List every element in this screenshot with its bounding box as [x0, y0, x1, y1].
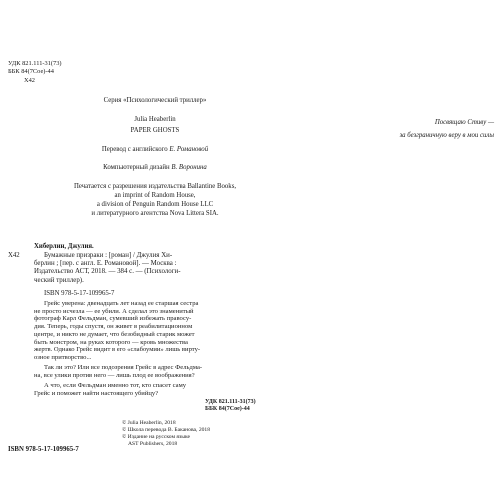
catalog-heading: Хиберлин, Джулия. [34, 243, 94, 250]
dedication-line: Посвящаю Стиву — [434, 119, 494, 126]
annotation-line: на, все улики против него — лишь плод ее воображения? [34, 371, 195, 379]
copyright-line: © Школа перевода В. Баканова, 2018 [122, 427, 211, 433]
annotation-line: дия. Теперь, годы спустя, он живет в реабилитационном [34, 323, 193, 331]
copyright-block [122, 420, 210, 448]
permission-line: a division of Penguin Random House LLC [96, 201, 214, 208]
copyright-line: AST Publishers, 2018 [128, 441, 178, 447]
catalog-line: Издательство АСТ, 2018. — 384 с. — (Психологи- [34, 268, 181, 276]
series-name: Серия «Психологический триллер» [103, 97, 207, 104]
dedication-line: за безграничную веру в мои силы [399, 132, 494, 139]
original-title: PAPER GHOSTS [130, 127, 180, 134]
translation-credit [45, 146, 265, 154]
annotation-line: жертв. Однако Грейс видит в его «слабоумии» лишь вирту- [34, 346, 201, 354]
original-author: Julia Heaberlin [134, 116, 176, 123]
bottom-bbk-code: ББК 84(7Сое)-44 [205, 406, 250, 412]
dedication [399, 116, 494, 142]
catalog-line: ческий триллер). [34, 276, 84, 284]
permission-line: и литературного агентства Nova Littera SIA. [91, 210, 219, 217]
bottom-isbn: ISBN 978-5-17-109965-7 [8, 446, 79, 453]
permission-notice [45, 182, 265, 218]
copyright-line: © Издание на русском языке [122, 434, 191, 440]
annotation-line: А что, если Фельдман именно тот, кто спасет саму [44, 382, 187, 389]
design-credit [45, 164, 265, 172]
annotation-line: центре, и никто не думает, что безобидный старик может [34, 330, 195, 338]
translation-label: Перевод с английского [101, 146, 170, 153]
permission-line: Печатается с разрешения издательства Ballantine Books, [73, 183, 237, 190]
author-mark: Х42 [24, 77, 36, 84]
catalog-isbn: ISBN 978-5-17-109965-7 [44, 290, 115, 297]
annotation-line: Грейс и поможет найти настоящего убийцу? [34, 389, 159, 397]
annotation-line: быть монстром, на руках которого — кровь множества [34, 338, 188, 346]
permission-line: an imprint of Random House, [114, 192, 196, 199]
annotation-line: Грейс уверена: двенадцать лет назад ее старшая сестра [44, 300, 199, 307]
annotation-paragraph [34, 300, 264, 362]
design-label: Компьютерный дизайн [103, 164, 172, 171]
catalog-description [34, 252, 264, 285]
annotation-line: фотограф Карл Фельдман, сумевший избежать правосу- [34, 315, 192, 323]
designer-name: В. Воронина [171, 164, 207, 171]
catalog-line: берлин ; [пер. с англ. Е. Романовой]. — Москва : [34, 260, 177, 268]
annotation-line: озное притворство... [34, 353, 92, 361]
catalog-code: Х42 [8, 252, 20, 259]
translator-name: Е. Романовой [169, 146, 209, 153]
annotation-paragraph [34, 364, 264, 379]
catalog-line: Бумажные призраки : [роман] / Джулия Хи- [44, 252, 173, 259]
udk-code: УДК 821.111-31(73) [8, 60, 62, 67]
bottom-udk-code: УДК 821.111-31(73) [205, 399, 256, 405]
annotation-line: не просто исчезла — ее убили. А сделал это знаменитый [34, 307, 194, 315]
copyright-line: © Julia Heaberlin, 2018 [122, 420, 176, 426]
annotation-paragraph [34, 382, 264, 397]
bbk-code: ББК 84(7Сое)-44 [8, 68, 54, 75]
annotation-line: Так ли это? Или все подозрения Грейс в адрес Фельдма- [44, 364, 203, 371]
